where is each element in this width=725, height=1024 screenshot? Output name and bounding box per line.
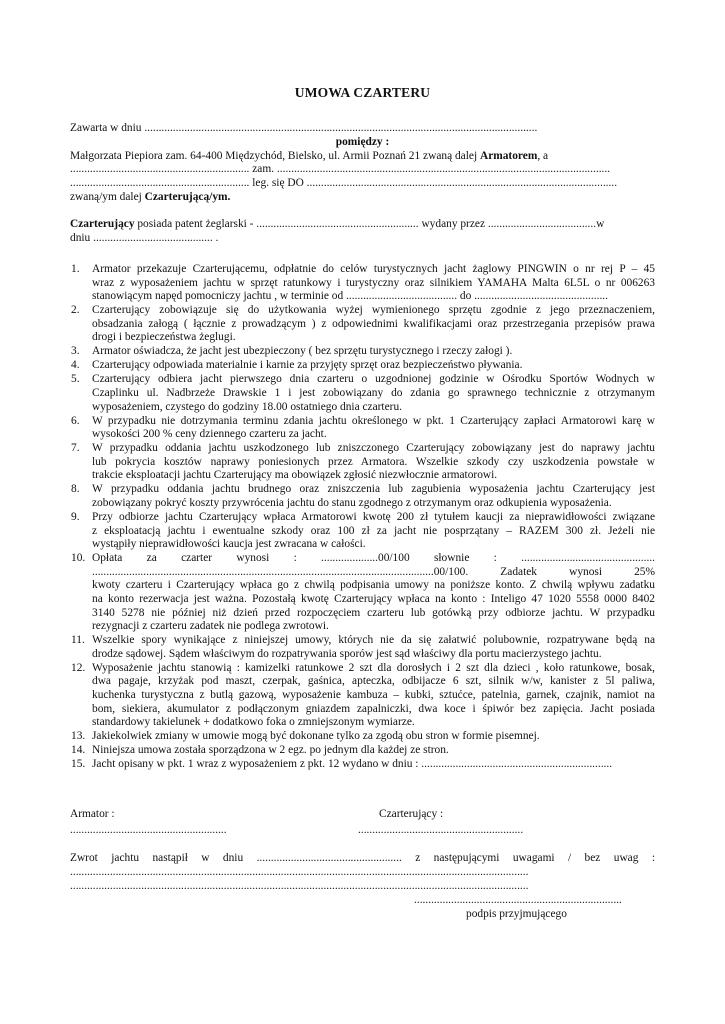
return-notes-line-1: ................................................................................................................................................................. [70,866,529,878]
clause-line: Przy odbiorze jachtu Czarterujący wpłaca Armatorowi kwotę 200 zł tytułem kaucji za nieprawidłowości związane [92,511,655,523]
clause-number: 1. [71,263,80,275]
clause-text [92,511,655,552]
party2-role-prefix: zwaną/ym dalej [70,191,145,203]
clause-line: W przypadku nie dotrzymania terminu zdania jachtu określonego w pkt. 1 Czarterujący zapłaci Armatorowi karę w [92,414,655,427]
receiver-signature-label: podpis przyjmującego [466,908,567,920]
return-notes-line-2: ................................................................................................................................................................. [70,880,529,892]
clause-line: Czarterujący odpowiada materialnie i karnie za przyjęty sprzęt oraz bezpieczeństwo pływania. [92,359,523,372]
party2-id-line: ............................................................... leg. się DO ............................................................................................................. [70,177,618,189]
clause-line: drogi i bezpieczeństwa żeglugi. [92,331,236,344]
charterer-signature-label: Czarterujący : [379,808,444,820]
clause-line: trakcie eksploatacji jachtu Czarterujący ma obowiązek zgłosić niezwłocznie armatorowi. [92,469,498,482]
clause-line: wystąpiły nieprawidłowości kaucja jest zwracana w całości. [92,538,366,551]
clause-line: wysokości 200 % ceny dziennego czarteru za jacht. [92,428,327,441]
clause-line: Czaplinku ul. Nadbrzeże Drawskie 1 i jest zobowiązany do zdania go sprawnego technicznie z otrzymanym [92,386,655,399]
charterer-signature-line: .......................................................... [358,824,524,836]
clause-line: na konto rezerwacja jest ważna. Pozostałą kwotę Czarterujący wpłaca na konto : Inteligo 47 1020 5558 0000 8402 [92,592,655,605]
clause-line: Jakiekolwiek zmiany w umowie mogą być dokonane tylko za zgodą obu stron w formie pisemnej. [92,730,540,743]
clause-line: wraz z wyposażeniem jachtu w sprzęt ratunkowy i turystyczny oraz silnikiem YAMAHA Malta 6L5L o nr 006263 [92,276,655,289]
clause-line: Armator oświadcza, że jacht jest ubezpieczony ( bez sprzętu turystycznego i rzeczy załogi ). [92,345,513,358]
clause-number: 6. [71,414,80,427]
between-label: pomiędzy : [335,136,390,148]
clause-line: obsadzania załogą ( łącznie z prowadzącym ) z odpowiednimi kwalifikacjami oraz przestrzegania przepisów prawa [92,317,655,330]
clause-line: Jacht opisany w pkt. 1 wraz z wyposażeniem z pkt. 12 wydano w dniu : ................................................................... [92,758,613,771]
charterer-term: Czarterującą/ym. [144,191,231,203]
clause-number: 3. [71,345,80,358]
clause-number: 15. [71,758,86,771]
party2-address-line: ............................................................... zam. ..................................................................................................................... [70,163,611,175]
clause-text [92,552,655,634]
clause-line: ........................................................................................................................00/100. Zadatek wynosi 25% [92,565,655,578]
clause-number: 13. [71,730,86,743]
armator-signature-line: ....................................................... [70,824,227,836]
clause-text [92,634,655,661]
clause-line: Wszelkie spory wynikające z niniejszej umowy, których nie da się załatwić polubownie, rozpatrywane będą na [92,634,655,647]
document-title: UMOWA CZARTERU [294,85,431,100]
clause-number: 10. [71,552,86,565]
patent-text: posiada patent żeglarski - ......................................................... wydany przez ......................................w [134,218,605,230]
concluded-date-line: Zawarta w dniu .......................................................................................................................................... [70,122,538,134]
clause-text [92,359,655,373]
return-date-line: Zwrot jachtu nastąpił w dniu ................................................... z następującymi uwagami / bez uwag : [70,852,655,864]
clause-text [92,442,655,483]
clause-text [92,263,655,304]
clause-number: 9. [71,511,80,523]
clause-text [92,758,655,772]
clause-line: zobowiązany pokryć koszty przywrócenia jachtu do stanu zgodnego z otrzymanym oraz odkupienia wyposażenia. [92,496,612,509]
clause-text [92,373,655,414]
clause-line: kuchenka turystyczna z butlą gazową, wyposażenie kambuza – kubki, sztućce, patelnia, garnek, czajnik, namiot na [92,688,655,701]
clause-line: z eksploatacją jachtu i ewentualne szkody oraz 100 zł za jacht nie posprzątany – RAZEM 300 zł. Jeżeli nie [92,524,655,537]
clause-number: 7. [71,442,80,455]
clause-text [92,483,655,510]
clause-text [92,345,655,359]
clause-line: lub pokrycia kosztów naprawy poniesionych przez Armatora. Wszelkie szkody czy uszkodzenia powstałe w [92,455,655,468]
clause-line: dwa pagaje, krzyżak pod maszt, czerpak, gaśnica, apteczka, odbijacze 6 szt, silnik w/w, kanister z 5l paliwa, [92,675,655,688]
patent-date-line: dniu .......................................... . [70,232,219,244]
clause-line: Opłata za czarter wynosi : ....................00/100 słownie : ............................................... [92,552,655,565]
clause-line: kwoty czarteru i Czarterujący wpłaca go z chwilą podpisania umowy na poniższe konto. Z chwilą wpływu zadatku [92,579,655,592]
clause-number: 8. [71,483,80,496]
clause-line: standardowy takielunek + dodatkowo foka o zmniejszonym wymiarze. [92,716,415,729]
clause-text [92,415,655,442]
clause-line: Czarterujący zobowiązuje się do użytkowania wyżej wymienionego sprzętu zgodnie z jego przeznaczeniem, [92,304,655,317]
clause-line: Armator przekazuje Czarterującemu, odpłatnie do celów turystycznych jacht żaglowy PINGWIN o nr rej P – 45 [92,263,655,275]
receiver-signature-line: ......................................................................... [414,894,622,906]
clause-text [92,304,655,345]
clause-line: rezygnacji z czarteru zadatek nie podlega zwrotowi. [92,620,329,633]
party1-a: , a [537,150,549,162]
clause-line: Wyposażenie jachtu stanowią : kamizelki ratunkowe 2 szt dla dorosłych i 2 szt dla dzieci , koło ratunkowe, bosak, [92,661,655,674]
clause-text [92,730,655,744]
clause-number: 5. [71,373,80,386]
clause-line: Czarterujący odbiera jacht pierwszego dnia czarteru o uzgodnionej godzinie w Ośrodku Sportów Wodnych w [92,373,655,386]
clause-line: 3140 5278 nie później niż dzień przed rozpoczęciem czarteru lub gotówką przy odbiorze jachtu. W przypadku [92,606,655,619]
party2-role-line [70,191,655,205]
clause-number: 11. [71,634,85,647]
clause-line: stanowiącym napęd pomocniczy jachtu , w terminie od ....................................... do ............................................... [92,290,608,303]
patent-line [70,218,655,232]
clause-number: 2. [71,304,80,317]
clause-line: W przypadku oddania jachtu brudnego oraz zniszczenia lub zagubienia wyposażenia jachtu Czarterujący jest [92,483,655,496]
clause-number: 12. [71,661,86,674]
clause-line: drodze sądowej. Sądem właściwym do rozpatrywania sporów jest sąd właściwy dla portu macierzystego jachtu. [92,647,602,660]
armator-term: Armatorem [479,150,538,162]
clause-line: bom, siekiera, akumulator z podłączonym gniazdem zapalniczki, dwa koce i śpiwór bez zapięcia. Jacht posiada [92,702,655,715]
party1-text: Małgorzata Piepiora zam. 64-400 Międzychód, Bielsko, ul. Armii Poznań 21 zwaną dalej [70,150,478,162]
clause-line: Niniejsza umowa została sporządzona w 2 egz. po jednym dla każdej ze stron. [92,744,449,757]
party1-line [70,150,655,164]
clause-text [92,662,655,730]
patent-charterer-term: Czarterujący [70,218,135,230]
clause-number: 14. [71,744,86,757]
clause-line: W przypadku oddania jachtu uszkodzonego lub zniszczonego Czarterujący zobowiązany jest do naprawy jachtu [92,442,655,455]
clause-line: wyposażeniem, czystego do godziny 18.00 ostatniego dnia czarteru. [92,400,402,413]
clause-number: 4. [71,359,80,372]
armator-signature-label: Armator : [70,808,115,820]
clause-text [92,744,655,758]
